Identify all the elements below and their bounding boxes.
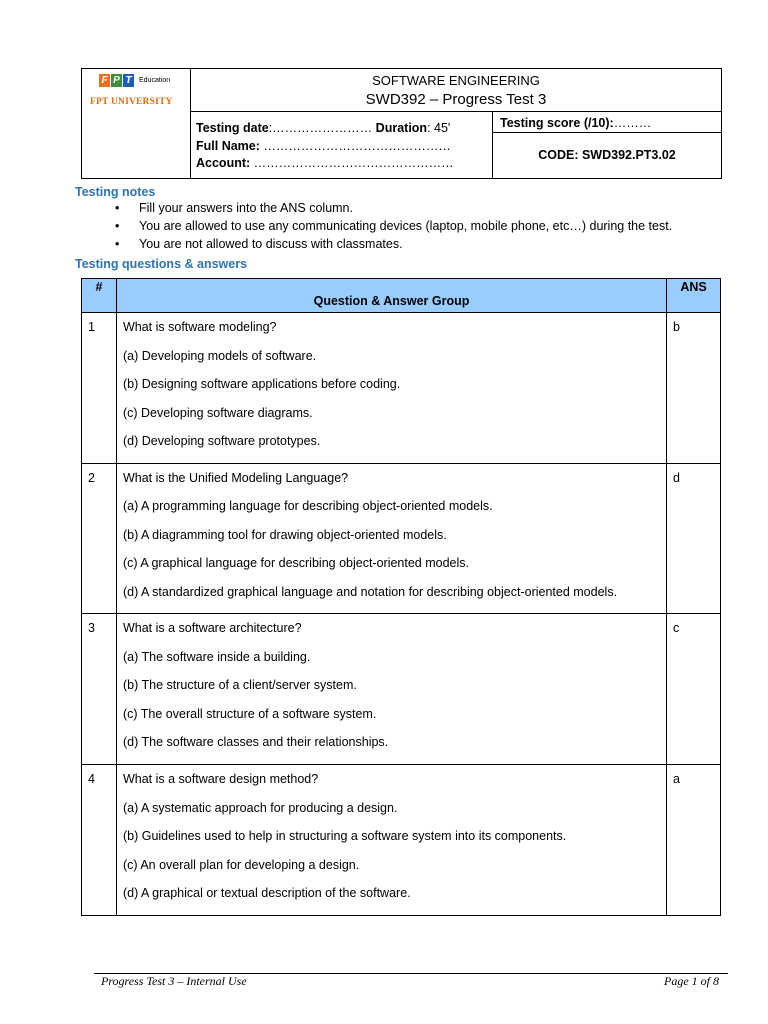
answer-cell[interactable]: d	[667, 463, 721, 614]
testing-score-row	[500, 116, 651, 130]
question-number: 1	[82, 313, 117, 464]
question-row	[82, 463, 721, 614]
test-header-box	[81, 68, 722, 179]
answer-cell[interactable]: b	[667, 313, 721, 464]
testing-date-field: :……………………	[268, 121, 373, 135]
option-a: (a) Developing models of software.	[122, 348, 317, 363]
fpt-logo	[82, 69, 191, 178]
course-title: SOFTWARE ENGINEERING	[372, 73, 540, 88]
question-text: What is software modeling?	[122, 320, 277, 334]
testing-score-field: ………	[613, 116, 652, 130]
col-number-header: #	[82, 279, 117, 313]
qa-table	[81, 278, 721, 916]
question-text: What is a software design method?	[122, 772, 319, 786]
question-cell	[116, 765, 666, 916]
account-row	[196, 156, 454, 170]
bullet-icon: •	[115, 219, 120, 233]
page-number: Page 1 of 8	[664, 974, 719, 988]
test-title: SWD392 – Progress Test 3	[365, 91, 547, 108]
question-number: 3	[82, 614, 117, 765]
question-row	[82, 313, 721, 464]
account-label: Account:	[196, 156, 251, 170]
fpt-logo-mark	[99, 74, 134, 87]
note-item	[115, 235, 672, 253]
option-d: (d) A standardized graphical language and notation for describing object-oriented models.	[122, 584, 618, 599]
test-code: CODE: SWD392.PT3.02	[538, 148, 676, 162]
option-d: (d) Developing software prototypes.	[122, 434, 321, 448]
option-a: (a) A systematic approach for producing a design.	[122, 800, 398, 815]
option-b: (b) Designing software applications before coding.	[122, 377, 401, 391]
testing-date-label: Testing date	[196, 121, 269, 135]
option-c: (c) The overall structure of a software system.	[122, 706, 377, 721]
testing-date-row	[196, 121, 450, 135]
full-name-label: Full Name:	[196, 139, 260, 153]
option-c: (c) A graphical language for describing object-oriented models.	[122, 556, 470, 570]
duration-value: : 45'	[427, 121, 451, 135]
bullet-icon: •	[115, 237, 120, 251]
account-field: …………………………………………	[250, 156, 454, 170]
header-vertical-divider	[492, 111, 493, 178]
answer-cell[interactable]: c	[667, 614, 721, 765]
note-text: Fill your answers into the ANS column.	[139, 201, 353, 215]
qa-heading: Testing questions & answers	[75, 257, 248, 271]
question-text: What is a software architecture?	[122, 621, 302, 635]
question-cell	[116, 614, 666, 765]
option-d: (d) The software classes and their relationships.	[122, 735, 389, 749]
fpt-letter-t: T	[123, 74, 134, 87]
fpt-letter-p: P	[111, 74, 122, 87]
question-number: 4	[82, 765, 117, 916]
option-a: (a) A programming language for describing object-oriented models.	[122, 499, 493, 513]
question-row	[82, 614, 721, 765]
note-text: You are allowed to use any communicating devices (laptop, mobile phone, etc…) during the test.	[139, 219, 673, 233]
question-number: 2	[82, 463, 117, 614]
header-divider	[190, 111, 722, 112]
score-divider	[492, 132, 722, 133]
option-c: (c) An overall plan for developing a design.	[122, 857, 360, 872]
full-name-field: ………………………………………	[259, 139, 451, 153]
testing-score-label: Testing score (/10):	[500, 116, 614, 130]
option-b: (b) Guidelines used to help in structuring a software system into its components.	[122, 829, 567, 843]
question-row	[82, 765, 721, 916]
option-c: (c) Developing software diagrams.	[122, 405, 313, 420]
duration-label: Duration	[375, 121, 428, 135]
footer-left: Progress Test 3 – Internal Use	[101, 974, 247, 988]
fpt-education-text: Education	[139, 77, 171, 84]
option-a: (a) The software inside a building.	[122, 649, 311, 664]
question-text: What is the Unified Modeling Language?	[122, 470, 349, 485]
fpt-university-text: FPT UNIVERSITY	[90, 97, 173, 107]
option-d: (d) A graphical or textual description of the software.	[122, 886, 411, 900]
bullet-icon: •	[115, 201, 120, 215]
note-item	[115, 199, 672, 217]
option-b: (b) The structure of a client/server system.	[122, 678, 357, 692]
question-cell	[116, 313, 666, 464]
full-name-row	[196, 139, 451, 153]
fpt-letter-f: F	[99, 74, 110, 87]
col-ans-header: ANS	[667, 279, 721, 313]
qa-header-row	[82, 279, 721, 313]
note-text: You are not allowed to discuss with classmates.	[139, 237, 403, 251]
answer-cell[interactable]: a	[667, 765, 721, 916]
testing-notes-list	[115, 199, 672, 253]
question-cell	[116, 463, 666, 614]
col-question-header: Question & Answer Group	[116, 279, 666, 313]
option-b: (b) A diagramming tool for drawing object-oriented models.	[122, 527, 447, 542]
testing-notes-heading: Testing notes	[75, 185, 156, 199]
note-item	[115, 217, 672, 235]
